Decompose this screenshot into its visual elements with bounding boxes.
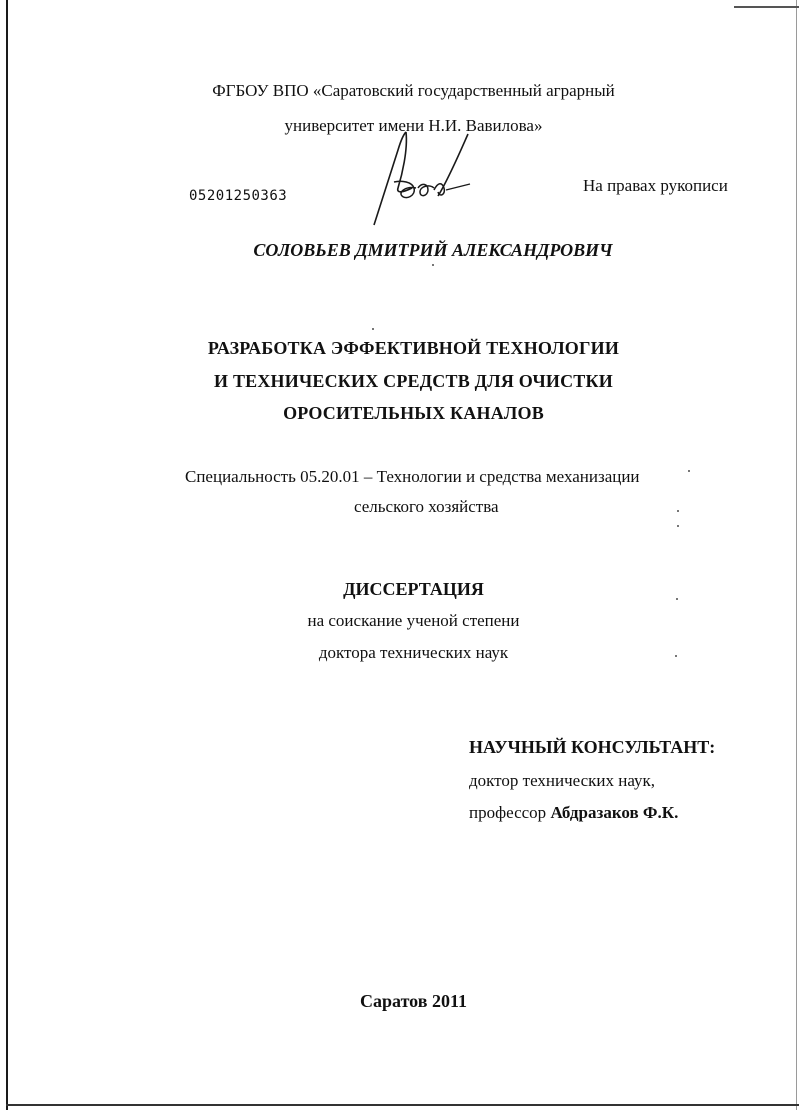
degree-purpose-line-1: на соискание ученой степени — [307, 611, 520, 630]
scan-edge-bottom — [6, 1104, 799, 1106]
dissertation-heading: ДИССЕРТАЦИЯ — [343, 579, 484, 599]
handwritten-signature — [368, 130, 478, 230]
author-name: СОЛОВЬЕВ ДМИТРИЙ АЛЕКСАНДРОВИЧ — [253, 240, 613, 260]
consultant-heading: НАУЧНЫЙ КОНСУЛЬТАНТ: — [469, 737, 716, 757]
scan-edge-right — [796, 0, 797, 1110]
scan-edge-left — [6, 0, 8, 1110]
specialty-line-1: Специальность 05.20.01 – Технологии и средства механизации — [185, 467, 640, 486]
dissertation-title-line-3: ОРОСИТЕЛЬНЫХ КАНАЛОВ — [283, 403, 544, 423]
scan-speck — [676, 598, 678, 600]
registration-code: 05201250363 — [189, 188, 288, 204]
consultant-name-line — [469, 803, 678, 823]
organization-line-1: ФГБОУ ВПО «Саратовский государственный аграрный — [212, 81, 615, 100]
scan-speck — [675, 655, 677, 657]
rights-note: На правах рукописи — [583, 176, 728, 195]
city-year: Саратов 2011 — [360, 991, 467, 1011]
scan-speck — [677, 525, 679, 527]
scan-speck — [688, 470, 690, 472]
dissertation-title-line-1: РАЗРАБОТКА ЭФФЕКТИВНОЙ ТЕХНОЛОГИИ — [207, 338, 620, 358]
consultant-title-prefix: профессор — [469, 803, 547, 822]
specialty-line-2: сельского хозяйства — [354, 497, 499, 516]
scan-speck — [432, 264, 434, 266]
scan-speck — [372, 328, 374, 330]
degree-purpose-line-2: доктора технических наук — [318, 643, 509, 662]
scan-speck — [677, 510, 679, 512]
consultant-degree: доктор технических наук, — [469, 771, 656, 790]
scan-edge-top — [734, 6, 799, 8]
organization-line-2: университет имени Н.И. Вавилова» — [284, 116, 543, 135]
dissertation-title-line-2: И ТЕХНИЧЕСКИХ СРЕДСТВ ДЛЯ ОЧИСТКИ — [214, 371, 613, 391]
consultant-name: Абдразаков Ф.К. — [550, 803, 679, 822]
